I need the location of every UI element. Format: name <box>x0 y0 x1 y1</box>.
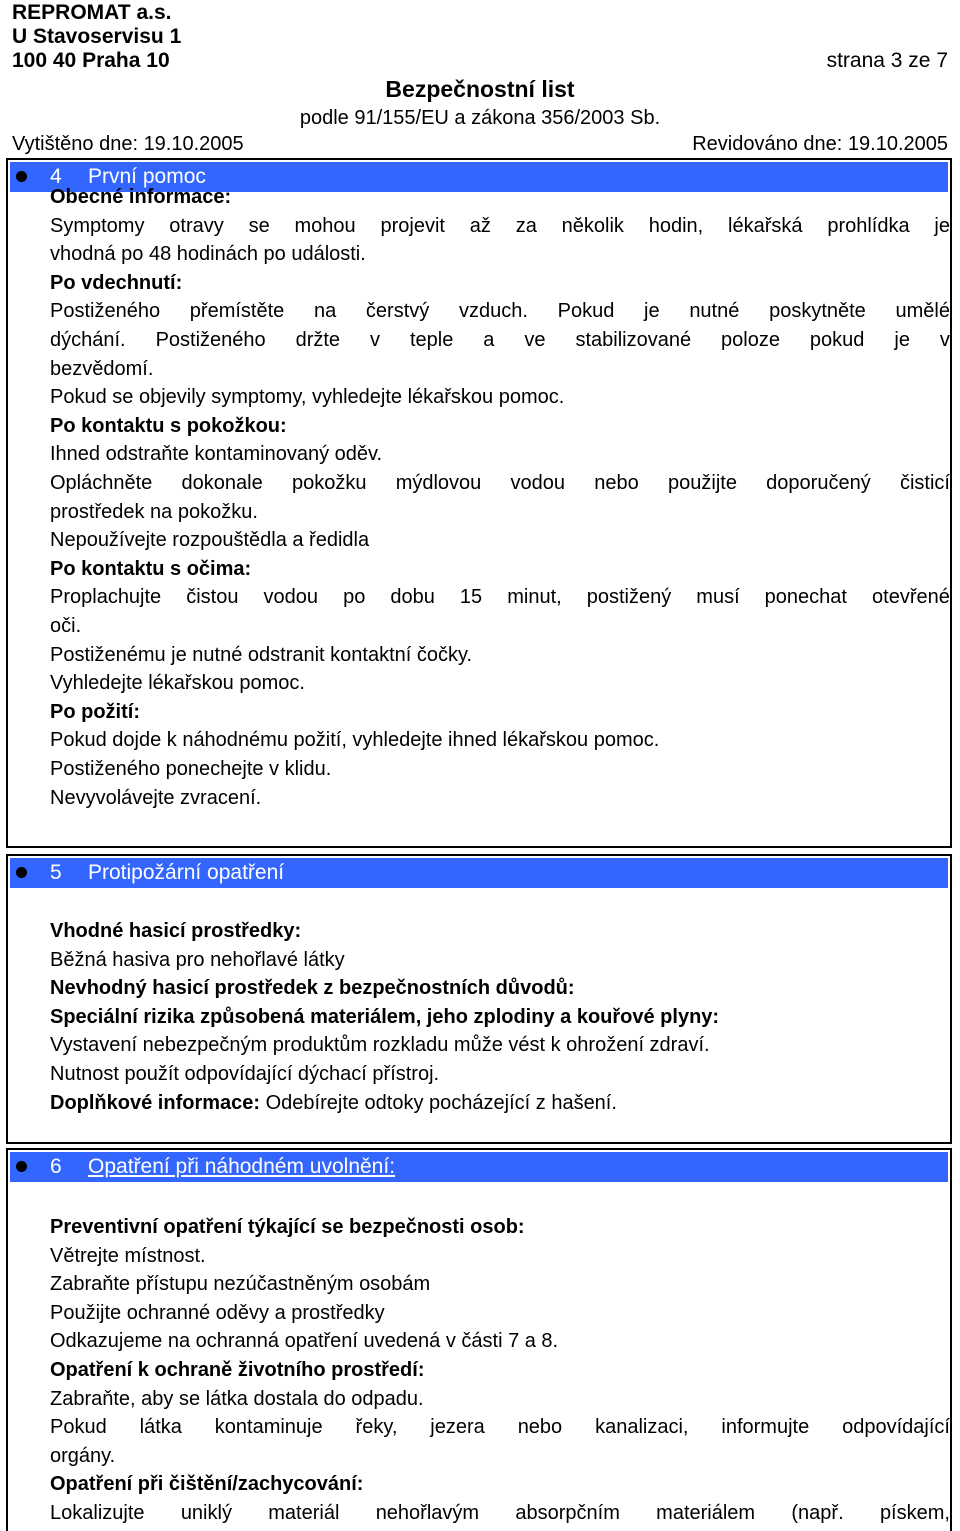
word: pokud <box>809 329 865 351</box>
word: dýchání. <box>50 329 126 351</box>
word: řeky, <box>355 1416 398 1439</box>
section-fire-fighting <box>6 854 952 1144</box>
word: minut, <box>507 586 562 609</box>
text-line <box>50 470 950 496</box>
word: v <box>939 329 950 351</box>
text-line <box>50 298 950 324</box>
word: Proplachujte <box>50 586 162 609</box>
word: Postiženého <box>50 300 161 323</box>
word: doporučený <box>766 472 871 494</box>
word: otevřené <box>872 586 950 609</box>
text-line: orgány. <box>50 1444 116 1467</box>
bullet-icon <box>16 867 27 878</box>
printed-date: Vytištěno dne: 19.10.2005 <box>12 133 244 155</box>
word: dobu <box>390 586 435 609</box>
word: dokonale <box>181 472 263 494</box>
word: vzduch. <box>458 300 528 323</box>
word: vodou <box>510 472 566 494</box>
word: musí <box>696 586 740 609</box>
word: Pokud <box>557 300 615 323</box>
word: (např. <box>791 1502 844 1524</box>
word: a <box>483 329 495 351</box>
text-line <box>50 1090 617 1116</box>
subheading: Po vdechnutí: <box>50 271 183 294</box>
inline-label: Doplňkové informace: <box>50 1091 261 1114</box>
subheading: Po požití: <box>50 700 140 723</box>
word: nehořlavým <box>375 1502 480 1524</box>
word: uniklý <box>180 1502 232 1524</box>
text-line: oči. <box>50 615 82 637</box>
text-line: Pokud dojde k náhodnému požití, vyhledejte ihned lékařskou pomoc. <box>50 729 660 752</box>
word: kanalizaci, <box>595 1416 689 1439</box>
word: vodou <box>263 586 319 609</box>
text-line <box>50 584 950 610</box>
revised-date: Revidováno dne: 19.10.2005 <box>692 133 948 155</box>
word: odpovídající <box>842 1416 950 1439</box>
word: nebo <box>517 1416 563 1439</box>
text-line: Pokud se objevily symptomy, vyhledejte lékařskou pomoc. <box>50 386 565 409</box>
text-line: Odkazujeme na ochranná opatření uvedená v části 7 a 8. <box>50 1330 559 1353</box>
document-title: Bezpečnostní list <box>385 76 575 102</box>
section-accidental-release <box>6 1148 952 1531</box>
word: několik <box>561 214 624 237</box>
company-city: 100 40 Praha 10 <box>12 49 170 72</box>
word: absorpčním <box>515 1502 620 1524</box>
word: Postiženého <box>155 329 266 351</box>
text-line <box>50 327 950 353</box>
subheading: Nevhodný hasicí prostředek z bezpečnostních důvodů: <box>50 977 575 1000</box>
section-number: 6 <box>50 1155 62 1178</box>
word: čisticí <box>899 472 950 494</box>
word: umělé <box>895 300 950 323</box>
word: v <box>370 329 381 351</box>
text-line: Ihned odstraňte kontaminovaný oděv. <box>50 443 383 466</box>
word: pokožku <box>291 472 367 494</box>
subheading: Opatření k ochraně životního prostředí: <box>50 1359 425 1381</box>
text-line: Postiženého ponechejte v klidu. <box>50 758 332 780</box>
word: poskytněte <box>769 300 866 323</box>
word: mýdlovou <box>395 472 482 494</box>
word: čerstvý <box>365 300 430 323</box>
text-line: Zabraňte přístupu nezúčastněným osobám <box>50 1273 431 1296</box>
word: prohlídka <box>827 214 910 237</box>
text-line: Nepoužívejte rozpouštědla a ředidla <box>50 529 370 552</box>
word: projevit <box>380 214 445 237</box>
word: ve <box>524 329 546 351</box>
word: přemístěte <box>189 300 285 323</box>
word: 15 <box>459 586 483 609</box>
word: teple <box>409 329 454 351</box>
page-number: strana 3 ze 7 <box>826 49 948 72</box>
text-line <box>50 1414 950 1440</box>
word: ponechat <box>764 586 847 609</box>
text-line: Větrejte místnost. <box>50 1244 206 1267</box>
bullet-icon <box>16 171 27 182</box>
text-line: Zabraňte, aby se látka dostala do odpadu. <box>50 1387 424 1410</box>
subheading: Po kontaktu s pokožkou: <box>50 414 287 437</box>
section-number: 5 <box>50 861 62 884</box>
word: až <box>469 214 491 237</box>
word: materiálem <box>656 1502 756 1524</box>
word: použijte <box>668 472 737 494</box>
subheading: Obecné informace: <box>50 186 232 208</box>
word: je <box>894 329 910 351</box>
section-title: První pomoc <box>88 165 206 188</box>
word: Pokud <box>50 1416 107 1439</box>
word: hodin, <box>648 214 704 237</box>
word: otravy <box>169 214 224 237</box>
text-line <box>50 213 950 239</box>
word: nebo <box>594 472 639 494</box>
word: držte <box>295 329 341 351</box>
section-title: Opatření při náhodném uvolnění: <box>88 1155 396 1178</box>
section-header <box>10 1152 948 1182</box>
word: stabilizované <box>575 329 692 351</box>
word: nutné <box>689 300 740 323</box>
word: je <box>644 300 660 323</box>
word: se <box>248 214 270 237</box>
section-title: Protipožární opatření <box>88 861 285 884</box>
company-name: REPROMAT a.s. <box>12 1 172 24</box>
text-line: bezvědomí. <box>50 357 154 380</box>
inline-text: Odebírejte odtoky pocházející z hašení. <box>260 1091 617 1114</box>
word: pískem, <box>879 1502 950 1524</box>
subheading: Po kontaktu s očima: <box>50 557 252 580</box>
text-line <box>50 1500 950 1526</box>
text-line: Nutnost použít odpovídající dýchací přístroj. <box>50 1063 440 1085</box>
word: mohou <box>294 214 356 237</box>
text-line: Běžná hasiva pro nehořlavé látky <box>50 948 345 971</box>
company-street: U Stavoservisu 1 <box>12 25 182 48</box>
text-line: vhodná po 48 hodinách po události. <box>50 243 366 266</box>
text-line: prostředek na pokožku. <box>50 500 258 523</box>
word: informujte <box>721 1416 810 1439</box>
word: postižený <box>586 586 672 609</box>
text-line: Vystavení nebezpečným produktům rozkladu může vést k ohrožení zdraví. <box>50 1034 710 1057</box>
word: kontaminuje <box>214 1416 323 1439</box>
word: za <box>515 214 537 237</box>
word: čistou <box>186 586 239 609</box>
word: Lokalizujte <box>50 1502 145 1524</box>
word: látka <box>139 1416 182 1439</box>
text-line: Vyhledejte lékařskou pomoc. <box>50 672 305 695</box>
section-header <box>10 858 948 888</box>
document-subtitle: podle 91/155/EU a zákona 356/2003 Sb. <box>299 107 661 129</box>
word: poloze <box>721 329 780 351</box>
text-line: Nevyvolávejte zvracení. <box>50 786 262 809</box>
text-line: Postiženému je nutné odstranit kontaktní čočky. <box>50 643 473 666</box>
subheading: Preventivní opatření týkající se bezpečnosti osob: <box>50 1216 525 1238</box>
subheading: Speciální rizika způsobená materiálem, jeho zplodiny a kouřové plyny: <box>50 1005 720 1028</box>
section-first-aid <box>6 158 952 848</box>
word: je <box>934 214 950 237</box>
word: jezera <box>430 1416 485 1439</box>
section-number: 4 <box>50 165 62 188</box>
subheading: Vhodné hasicí prostředky: <box>50 920 302 942</box>
word: Symptomy <box>50 214 145 237</box>
word: materiál <box>268 1502 340 1524</box>
bullet-icon <box>16 1161 27 1172</box>
subheading: Opatření při čištění/zachycování: <box>50 1473 364 1496</box>
word: na <box>313 300 337 323</box>
word: Opláchněte <box>50 472 153 494</box>
word: lékařská <box>728 214 803 237</box>
word: po <box>343 586 366 609</box>
text-line: Použijte ochranné oděvy a prostředky <box>50 1301 385 1324</box>
